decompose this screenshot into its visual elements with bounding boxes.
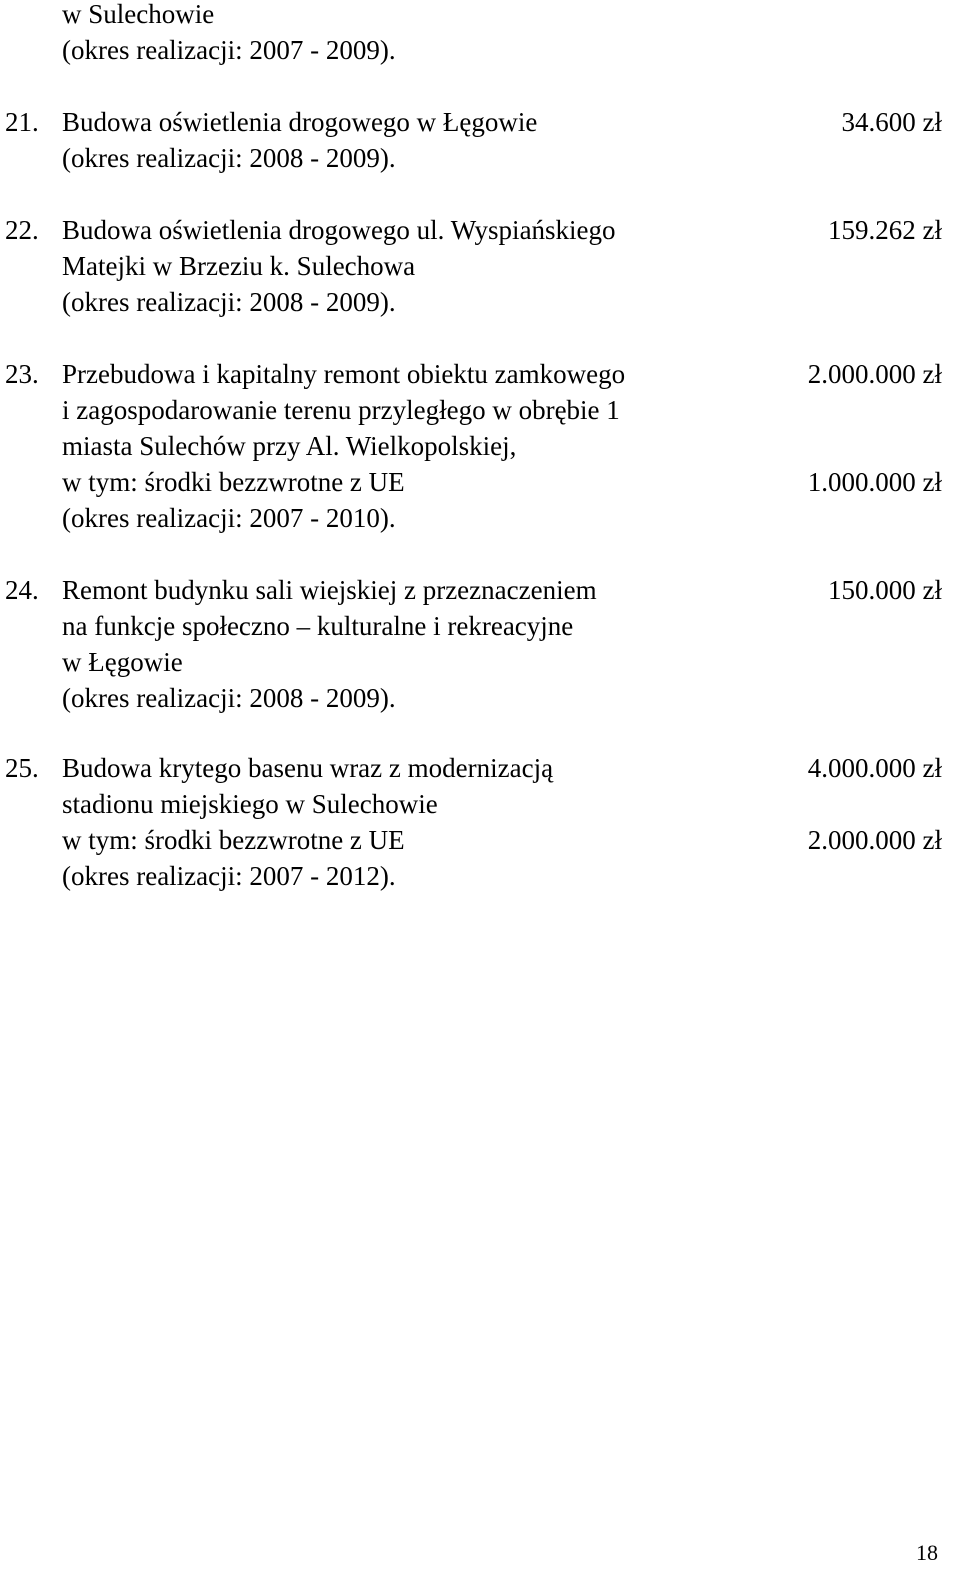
item-title: Przebudowa i kapitalny remont obiektu zamkowego	[62, 359, 626, 389]
item-title-cont: stadionu miejskiego w Sulechowie	[62, 789, 438, 819]
item-amount: 159.262 zł	[828, 215, 942, 245]
item-period: (okres realizacji: 2007 - 2012).	[62, 861, 396, 891]
item-title-cont: i zagospodarowanie terenu przyległego w obrębie 1	[62, 395, 620, 425]
page-number: 18	[916, 1540, 938, 1565]
item-number: 25.	[5, 753, 39, 783]
item-period: (okres realizacji: 2008 - 2009).	[62, 683, 396, 713]
item-ue-label: w tym: środki bezzwrotne z UE	[62, 467, 405, 497]
item-amount: 150.000 zł	[828, 575, 942, 605]
item-amount: 34.600 zł	[841, 107, 942, 137]
item-ue-amount: 2.000.000 zł	[807, 825, 942, 855]
item-title-cont: w Łęgowie	[62, 647, 183, 677]
item-title-cont: miasta Sulechów przy Al. Wielkopolskiej,	[62, 431, 517, 461]
item-period: (okres realizacji: 2007 - 2010).	[62, 503, 396, 533]
item-ue-amount: 1.000.000 zł	[807, 467, 942, 497]
item-number: 23.	[5, 359, 39, 389]
item-period: (okres realizacji: 2008 - 2009).	[62, 143, 396, 173]
item-ue-label: w tym: środki bezzwrotne z UE	[62, 825, 405, 855]
item-title: Budowa oświetlenia drogowego w Łęgowie	[62, 107, 538, 137]
item-title: Budowa krytego basenu wraz z modernizacją	[62, 753, 554, 783]
item-amount: 4.000.000 zł	[807, 753, 942, 783]
item-number: 22.	[5, 215, 39, 245]
item-title: Budowa oświetlenia drogowego ul. Wyspiańskiego	[62, 215, 616, 245]
item-number: 21.	[5, 107, 39, 137]
intro-line: w Sulechowie	[62, 0, 215, 29]
item-title-cont: Matejki w Brzeziu k. Sulechowa	[62, 251, 416, 281]
item-amount: 2.000.000 zł	[807, 359, 942, 389]
intro-period: (okres realizacji: 2007 - 2009).	[62, 35, 396, 65]
item-period: (okres realizacji: 2008 - 2009).	[62, 287, 396, 317]
item-title-cont: na funkcje społeczno – kulturalne i rekreacyjne	[62, 611, 574, 641]
item-title: Remont budynku sali wiejskiej z przeznaczeniem	[62, 575, 597, 605]
item-number: 24.	[5, 575, 39, 605]
